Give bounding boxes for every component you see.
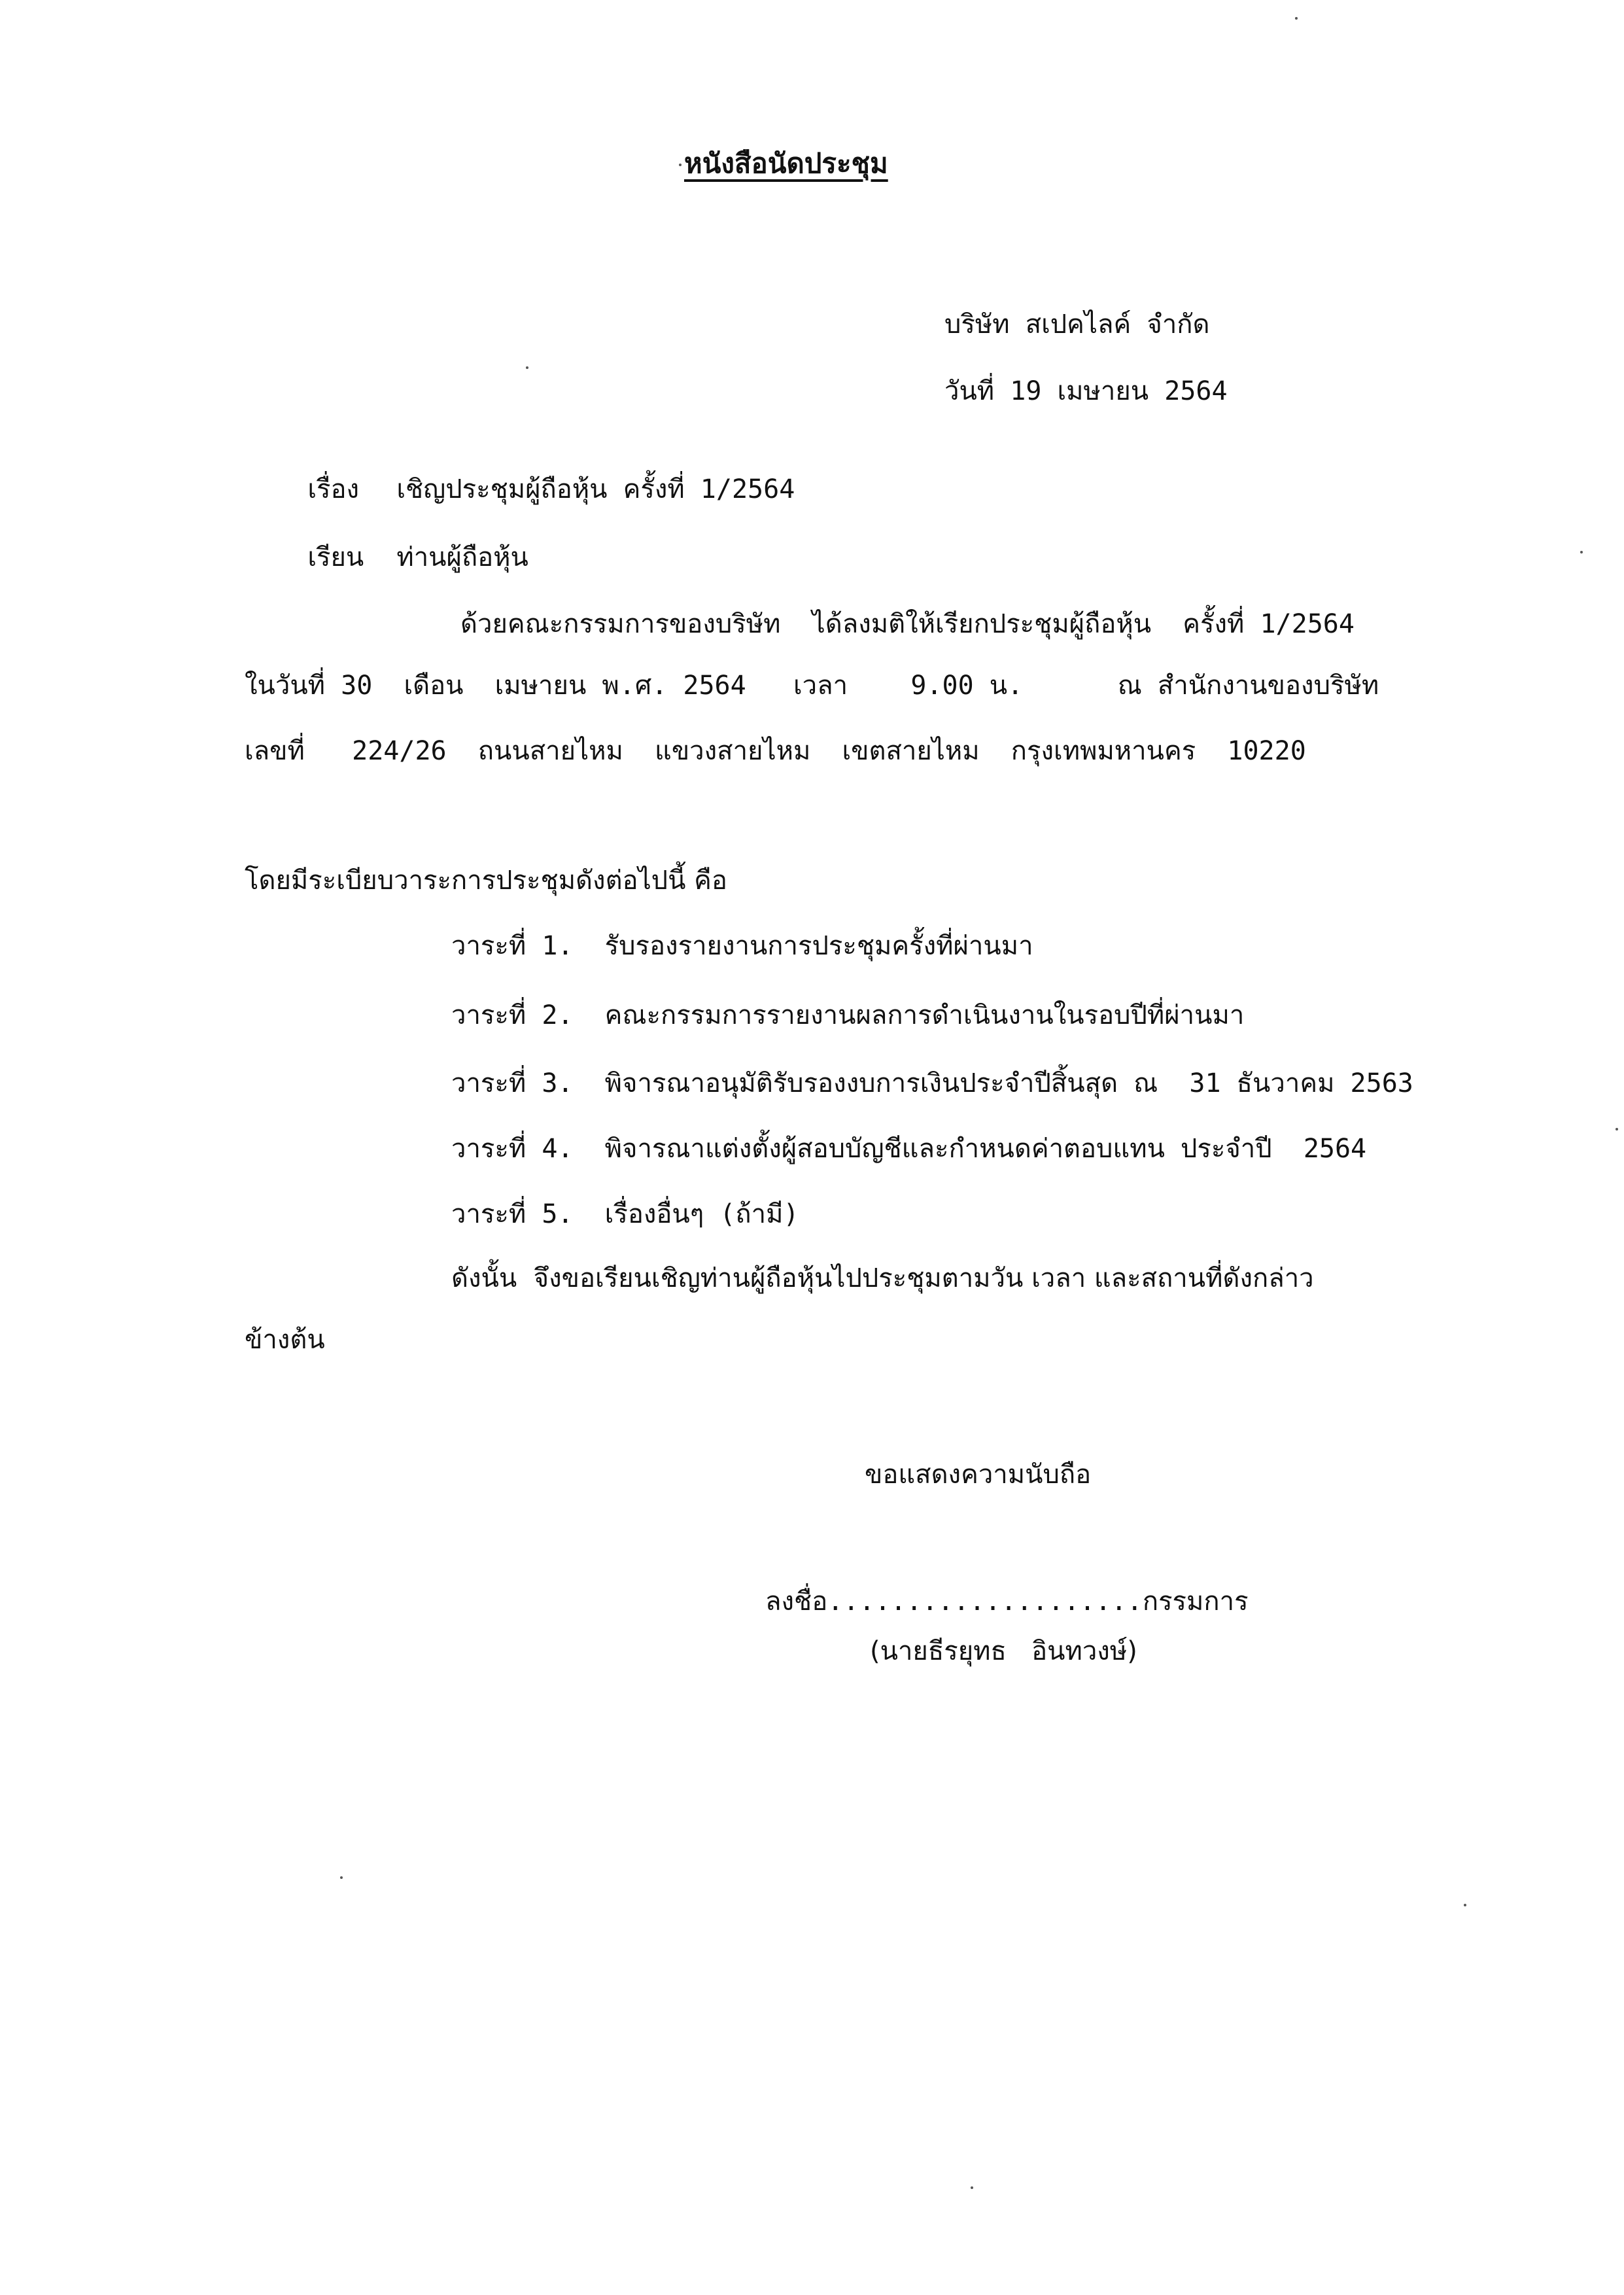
scan-speck (971, 2186, 973, 2189)
subject-label: เรื่อง (307, 474, 360, 504)
body-paragraph-line: ในวันที่ 30 เดือน เมษายน พ.ศ. 2564 เวลา 9.00 น. ณ สำนักงานของบริษัท (245, 671, 1379, 701)
regards-text: ขอแสดงความนับถือ (865, 1460, 1092, 1490)
document-date: วันที่ 19 เมษายน 2564 (944, 376, 1228, 406)
recipient-line (245, 502, 528, 612)
agenda-item: วาระที่ 5. เรื่องอื่นๆ (ถ้ามี) (451, 1199, 799, 1229)
signature-line: ลงชื่อ....................กรรมการ (765, 1586, 1249, 1617)
signer-name: (นายธีรยุทธ อินทวงษ์) (870, 1636, 1137, 1666)
scan-speck (1615, 1128, 1618, 1130)
scan-speck (526, 366, 528, 369)
subject-text: เชิญประชุมผู้ถือหุ้น ครั้งที่ 1/2564 (396, 474, 795, 504)
scan-speck (1580, 551, 1583, 553)
recipient-label: เรียน (307, 542, 364, 572)
scan-speck (1464, 1904, 1466, 1906)
scan-speck (1295, 17, 1298, 20)
agenda-item: วาระที่ 3. พิจารณาอนุมัติรับรองงบการเงินประจำปีสิ้นสุด ณ 31 ธันวาคม 2563 (451, 1068, 1413, 1098)
company-name: บริษัท สเปคไลค์ จำกัด (944, 309, 1210, 340)
agenda-item: วาระที่ 2. คณะกรรมการรายงานผลการดำเนินงานในรอบปีที่ผ่านมา (451, 1000, 1245, 1030)
agenda-intro: โดยมีระเบียบวาระการประชุมดังต่อไปนี้ คือ (245, 866, 727, 896)
agenda-item: วาระที่ 1. รับรองรายงานการประชุมครั้งที่ผ่านมา (451, 931, 1033, 961)
closing-line: ดังนั้น จึงขอเรียนเชิญท่านผู้ถือหุ้นไปประชุมตามวัน เวลา และสถานที่ดังกล่าว (451, 1263, 1314, 1293)
agenda-item: วาระที่ 4. พิจารณาแต่งตั้งผู้สอบบัญชีและกำหนดค่าตอบแทน ประจำปี 2564 (451, 1134, 1367, 1164)
body-paragraph-line: ด้วยคณะกรรมการของบริษัท ได้ลงมติให้เรียกประชุมผู้ถือหุ้น ครั้งที่ 1/2564 (460, 609, 1355, 639)
closing-line: ข้างต้น (245, 1325, 325, 1355)
recipient-text: ท่านผู้ถือหุ้น (396, 542, 528, 572)
scan-speck (679, 164, 682, 166)
scan-speck (340, 1876, 343, 1879)
document-title: หนังสือนัดประชุม (684, 147, 888, 179)
body-paragraph-line: เลขที่ 224/26 ถนนสายไหม แขวงสายไหม เขตสายไหม กรุงเทพมหานคร 10220 (245, 736, 1306, 766)
